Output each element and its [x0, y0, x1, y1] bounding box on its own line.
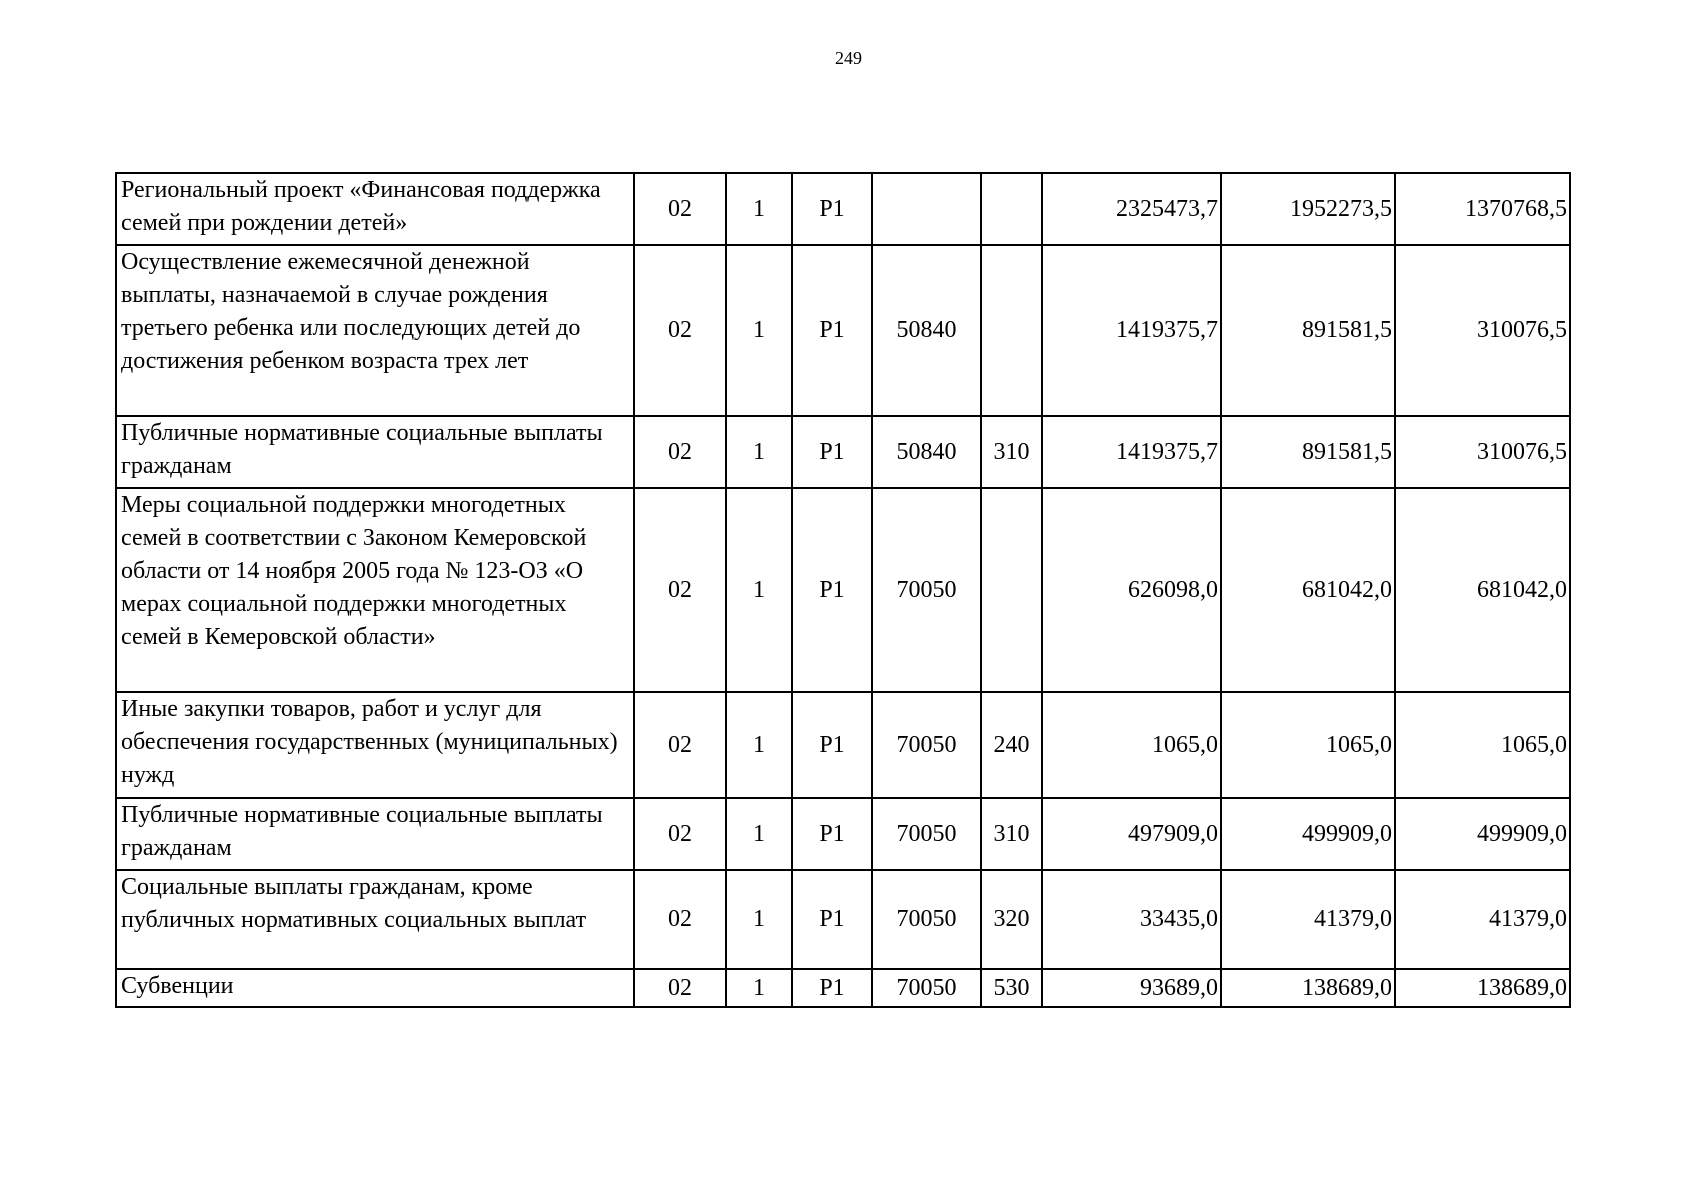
- code-expense-type: [981, 173, 1042, 245]
- code-program: 1: [726, 245, 792, 416]
- amount-year-1: 1419375,7: [1042, 245, 1221, 416]
- code-expense-type: 240: [981, 692, 1042, 798]
- amount-year-1: 626098,0: [1042, 488, 1221, 692]
- amount-year-2: 1952273,5: [1221, 173, 1395, 245]
- amount-year-3: 310076,5: [1395, 416, 1570, 488]
- code-program: 1: [726, 488, 792, 692]
- table-row: [116, 692, 1570, 798]
- code-direction: 70050: [872, 692, 981, 798]
- code-direction: 70050: [872, 798, 981, 870]
- code-section: 02: [634, 173, 726, 245]
- amount-year-2: 891581,5: [1221, 245, 1395, 416]
- amount-year-1: 1419375,7: [1042, 416, 1221, 488]
- code-project: P1: [792, 245, 872, 416]
- amount-year-2: 499909,0: [1221, 798, 1395, 870]
- amount-year-2: 138689,0: [1221, 969, 1395, 1007]
- code-section: 02: [634, 969, 726, 1007]
- table-row: [116, 488, 1570, 692]
- amount-year-3: 499909,0: [1395, 798, 1570, 870]
- code-project: P1: [792, 173, 872, 245]
- code-program: 1: [726, 798, 792, 870]
- amount-year-1: 2325473,7: [1042, 173, 1221, 245]
- code-program: 1: [726, 969, 792, 1007]
- code-direction: 50840: [872, 416, 981, 488]
- table-row: [116, 245, 1570, 416]
- code-section: 02: [634, 488, 726, 692]
- row-name: Субвенции: [116, 969, 634, 1007]
- amount-year-3: 41379,0: [1395, 870, 1570, 969]
- code-direction: 70050: [872, 969, 981, 1007]
- code-project: P1: [792, 798, 872, 870]
- amount-year-1: 497909,0: [1042, 798, 1221, 870]
- amount-year-1: 93689,0: [1042, 969, 1221, 1007]
- page-number: 249: [835, 48, 862, 68]
- code-direction: 70050: [872, 870, 981, 969]
- amount-year-2: 681042,0: [1221, 488, 1395, 692]
- code-expense-type: 530: [981, 969, 1042, 1007]
- amount-year-2: 891581,5: [1221, 416, 1395, 488]
- code-program: 1: [726, 692, 792, 798]
- code-section: 02: [634, 416, 726, 488]
- code-section: 02: [634, 870, 726, 969]
- code-expense-type: 320: [981, 870, 1042, 969]
- row-name: Публичные нормативные социальные выплаты гражданам: [116, 798, 634, 870]
- row-name: Региональный проект «Финансовая поддержка семей при рождении детей»: [116, 173, 634, 245]
- row-name: Иные закупки товаров, работ и услуг для обеспечения государственных (муниципальных) нужд: [116, 692, 634, 798]
- amount-year-3: 1065,0: [1395, 692, 1570, 798]
- code-section: 02: [634, 692, 726, 798]
- table-row: [116, 798, 1570, 870]
- row-name: Осуществление ежемесячной денежной выплаты, назначаемой в случае рождения третьего ребенка или последующих детей до достижения ребенком возраста трех лет: [116, 245, 634, 416]
- code-project: P1: [792, 969, 872, 1007]
- amount-year-3: 310076,5: [1395, 245, 1570, 416]
- code-expense-type: 310: [981, 416, 1042, 488]
- code-program: 1: [726, 870, 792, 969]
- amount-year-3: 681042,0: [1395, 488, 1570, 692]
- code-expense-type: 310: [981, 798, 1042, 870]
- code-program: 1: [726, 173, 792, 245]
- code-direction: [872, 173, 981, 245]
- code-program: 1: [726, 416, 792, 488]
- amount-year-3: 138689,0: [1395, 969, 1570, 1007]
- code-project: P1: [792, 692, 872, 798]
- amount-year-1: 33435,0: [1042, 870, 1221, 969]
- amount-year-1: 1065,0: [1042, 692, 1221, 798]
- table-row: [116, 416, 1570, 488]
- table-row: [116, 173, 1570, 245]
- amount-year-3: 1370768,5: [1395, 173, 1570, 245]
- amount-year-2: 41379,0: [1221, 870, 1395, 969]
- code-direction: 50840: [872, 245, 981, 416]
- row-name: Меры социальной поддержки многодетных семей в соответствии с Законом Кемеровской области от 14 ноября 2005 года № 123-ОЗ «О мерах социальной поддержки многодетных семей в Кемеровской области»: [116, 488, 634, 692]
- code-direction: 70050: [872, 488, 981, 692]
- amount-year-2: 1065,0: [1221, 692, 1395, 798]
- code-expense-type: [981, 488, 1042, 692]
- code-section: 02: [634, 245, 726, 416]
- code-expense-type: [981, 245, 1042, 416]
- row-name: Социальные выплаты гражданам, кроме публичных нормативных социальных выплат: [116, 870, 634, 969]
- row-name: Публичные нормативные социальные выплаты гражданам: [116, 416, 634, 488]
- table-row: [116, 870, 1570, 969]
- code-project: P1: [792, 488, 872, 692]
- code-section: 02: [634, 798, 726, 870]
- code-project: P1: [792, 416, 872, 488]
- budget-table: [115, 172, 1571, 1008]
- table-row: [116, 969, 1570, 1007]
- code-project: P1: [792, 870, 872, 969]
